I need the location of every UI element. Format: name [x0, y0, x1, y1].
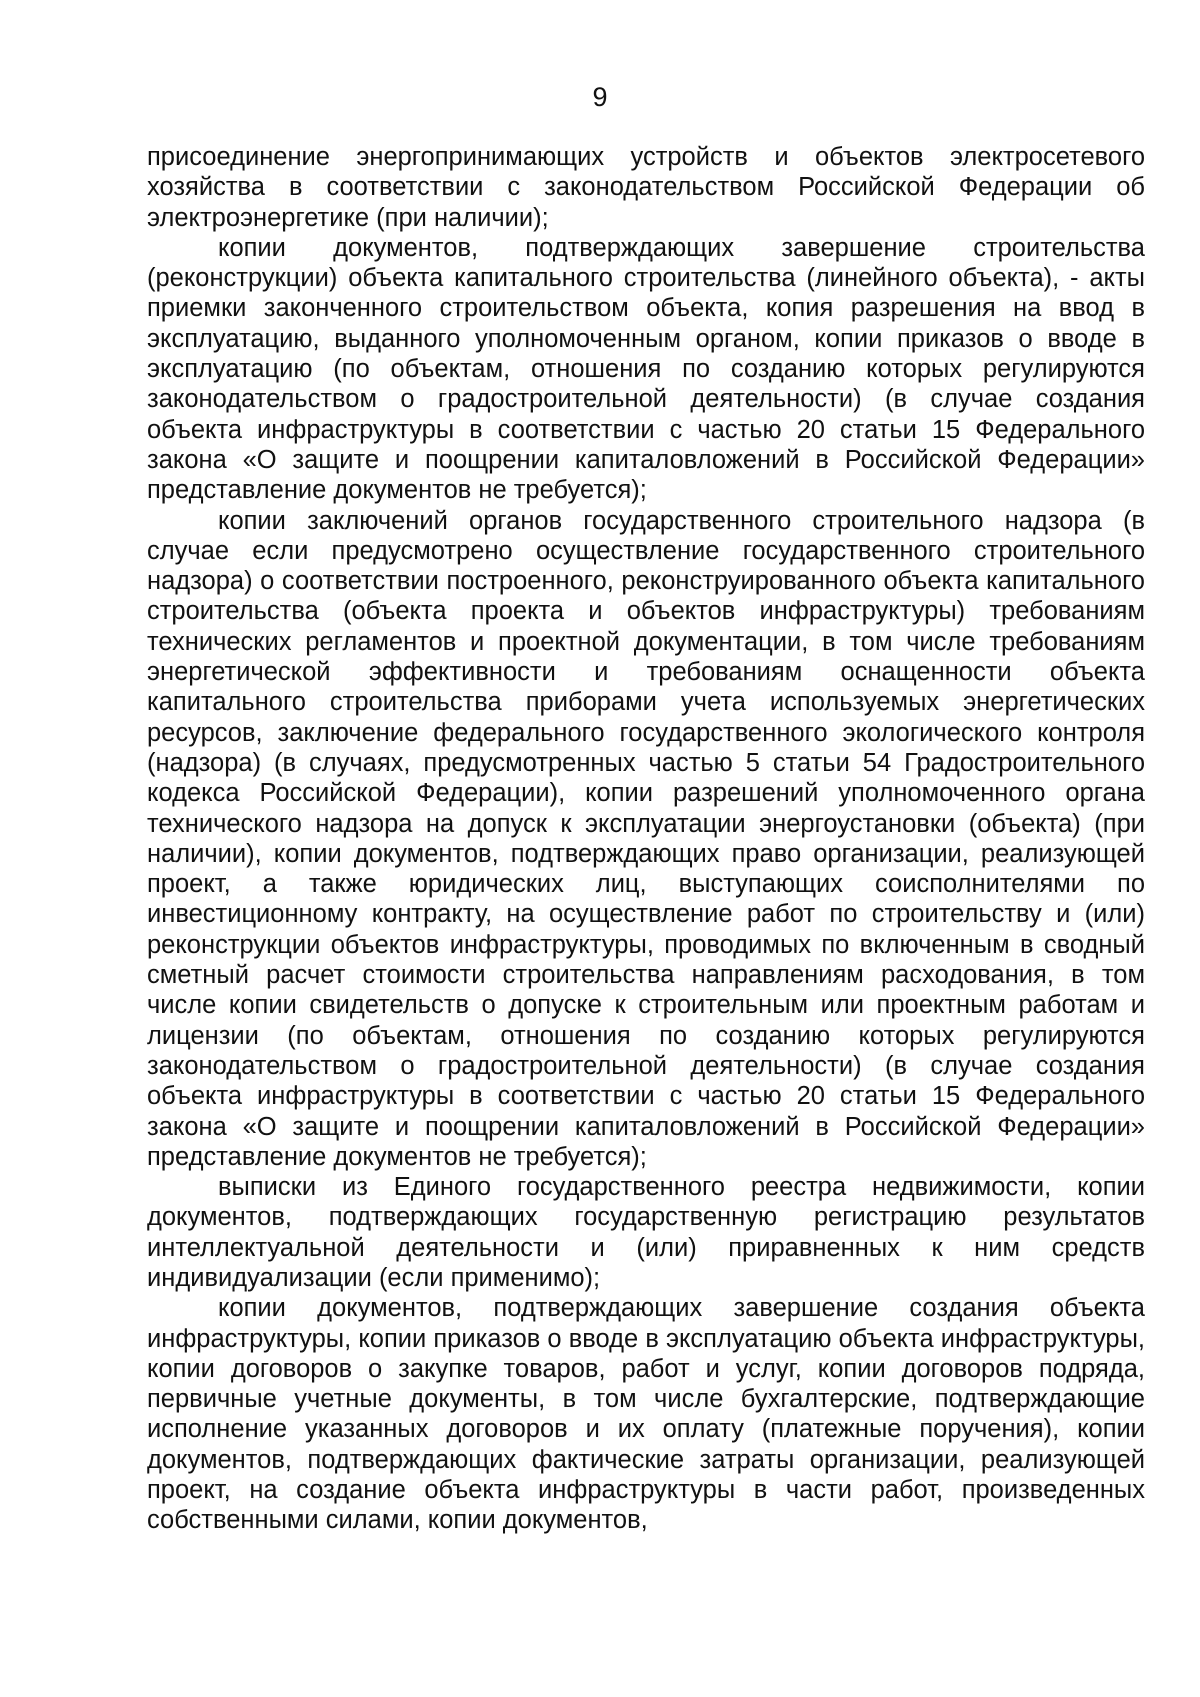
paragraph-5: копии документов, подтверждающих завершение создания объекта инфраструктуры, копии приказов о вводе в эксплуатацию объекта инфраструктуры, копии договоров о закупке товаров, работ и услуг, копии договоров подряда, первичные учетные документы, в том числе бухгалтерские, подтверждающие исполнение указанных договоров и их оплату (платежные поручения), копии документов, подтверждающих фактические затраты организации, реализующей проект, на создание объекта инфраструктуры в части работ, произведенных собственными силами, копии документов, [147, 1294, 1145, 1535]
paragraph-1: присоединение энергопринимающих устройств и объектов электросетевого хозяйства в соответствии с законодательством Российской Федерации об электроэнергетике (при наличии); [147, 143, 1145, 232]
document-body [147, 142, 1145, 1536]
page-number: 9 [592, 82, 608, 112]
paragraph-4: выписки из Единого государственного реестра недвижимости, копии документов, подтверждающих государственную регистрацию результатов интеллектуальной деятельности и (или) приравненных к ним средств индивидуализации (если применимо); [147, 1173, 1145, 1292]
paragraph-3: копии заключений органов государственного строительного надзора (в случае если предусмотрено осуществление государственного строительного надзора) о соответствии построенного, реконструированного объекта капитального строительства (объекта проекта и объектов инфраструктуры) требованиям технических регламентов и проектной документации, в том числе требованиям энергетической эффективности и требованиям оснащенности объекта капитального строительства приборами учета используемых энергетических ресурсов, заключение федерального государственного экологического контроля (надзора) (в случаях, предусмотренных частью 5 статьи 54 Градостроительного кодекса Российской Федерации), копии разрешений уполномоченного органа технического надзора на допуск к эксплуатации энергоустановки (объекта) (при наличии), копии документов, подтверждающих право организации, реализующей проект, а также юридических лиц, выступающих соисполнителями по инвестиционному контракту, на осуществление работ по строительству и (или) реконструкции объектов инфраструктуры, проводимых по включенным в сводный сметный расчет стоимости строительства направлениям расходования, в том числе копии свидетельств о допуске к строительным или проектным работам и лицензии (по объектам, отношения по созданию которых регулируются законодательством о градостроительной деятельности) (в случае создания объекта инфраструктуры в соответствии с частью 20 статьи 15 Федерального закона «О защите и поощрении капиталовложений в Российской Федерации» представление документов не требуется); [147, 506, 1145, 1171]
paragraph-2: копии документов, подтверждающих завершение строительства (реконструкции) объекта капитального строительства (линейного объекта), - акты приемки законченного строительством объекта, копия разрешения на ввод в эксплуатацию, выданного уполномоченным органом, копии приказов о вводе в эксплуатацию (по объектам, отношения по созданию которых регулируются законодательством о градостроительной деятельности) (в случае создания объекта инфраструктуры в соответствии с частью 20 статьи 15 Федерального закона «О защите и поощрении капиталовложений в Российской Федерации» представление документов не требуется); [147, 233, 1145, 505]
